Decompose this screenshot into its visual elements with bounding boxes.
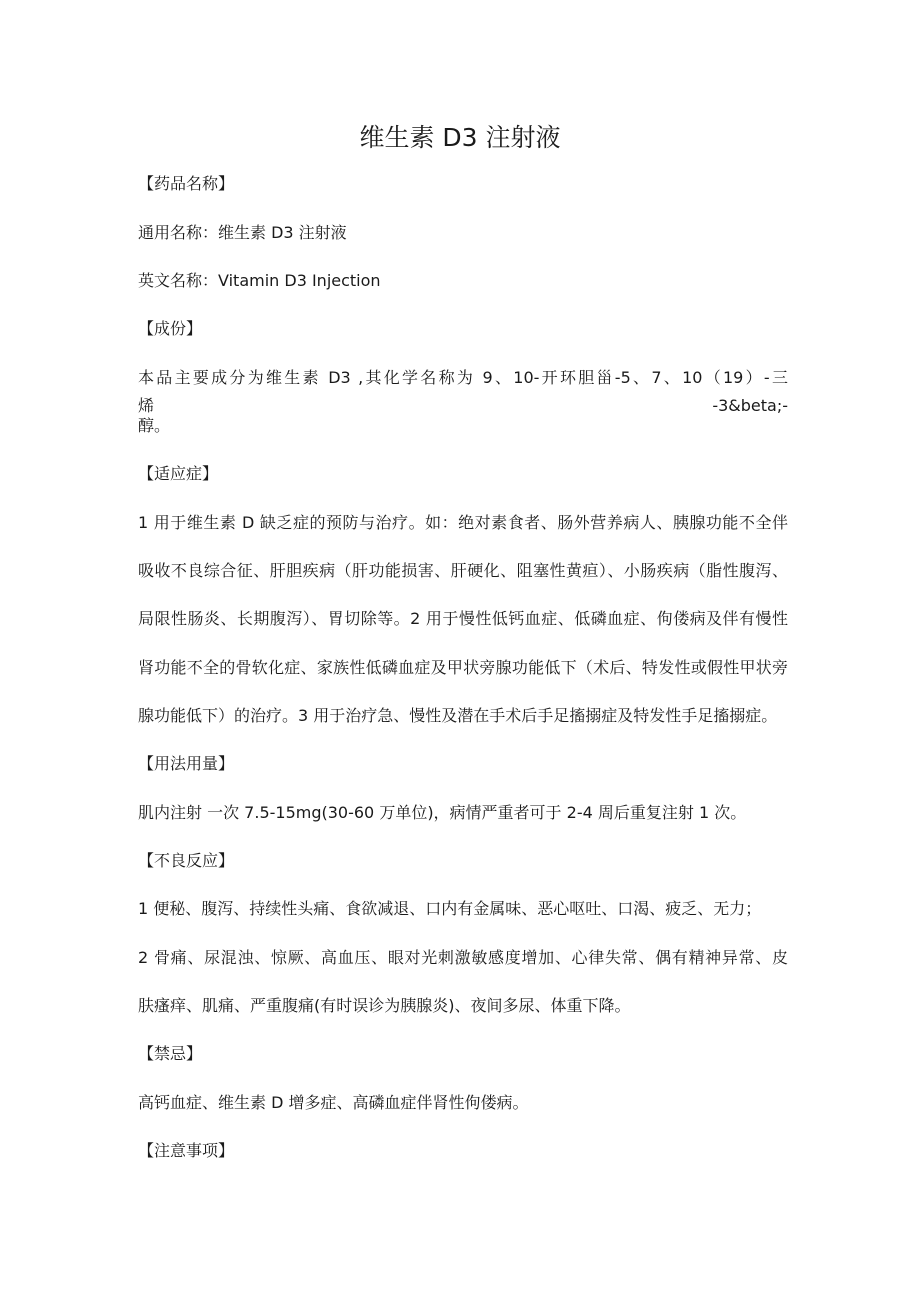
adverse-reactions-line: 2 骨痛、尿混浊、惊厥、高血压、眼对光刺激敏感度增加、心律失常、偶有精神异常、皮 [138,948,788,967]
indications-line: 吸收不良综合征、肝胆疾病（肝功能损害、肝硬化、阻塞性黄疸）、小肠疾病（脂性腹泻、 [138,561,788,580]
section-heading-precautions: 【注意事项】 [138,1141,235,1160]
composition-line: 本品主要成分为维生素 D3 ,其化学名称为 9、10-开环胆甾-5、7、10（19）-三烯-3&beta;- [138,368,788,415]
indications-line: 肾功能不全的骨软化症、家族性低磷血症及甲状旁腺功能低下（术后、特发性或假性甲状旁 [138,658,788,677]
adverse-reactions-line: 肤瘙痒、肌痛、严重腹痛(有时误诊为胰腺炎)、夜间多尿、体重下降。 [138,996,631,1015]
composition-line: 醇。 [138,416,171,435]
generic-name-text: 通用名称：维生素 D3 注射液 [138,223,347,242]
section-heading-contraindications: 【禁忌】 [138,1044,203,1063]
adverse-reactions-line: 1 便秘、腹泻、持续性头痛、食欲减退、口内有金属味、恶心呕吐、口渴、疲乏、无力； [138,899,762,918]
indications-line: 腺功能低下）的治疗。3 用于治疗急、慢性及潜在手术后手足搐搦症及特发性手足搐搦症。 [138,706,778,725]
indications-line: 局限性肠炎、长期腹泻）、胃切除等。2 用于慢性低钙血症、低磷血症、佝偻病及伴有慢性 [138,609,788,628]
section-heading-dosage: 【用法用量】 [138,754,235,773]
indications-line: 1 用于维生素 D 缺乏症的预防与治疗。如：绝对素食者、肠外营养病人、胰腺功能不全伴 [138,513,788,532]
document-title: 维生素 D3 注射液 [359,123,561,152]
english-name-text: 英文名称：Vitamin D3 Injection [138,271,381,290]
section-heading-adverse-reactions: 【不良反应】 [138,851,235,870]
section-heading-indications: 【适应症】 [138,464,219,483]
contraindications-text: 高钙血症、维生素 D 增多症、高磷血症伴肾性佝偻病。 [138,1093,529,1112]
section-heading-drug-name: 【药品名称】 [138,174,235,193]
section-heading-composition: 【成份】 [138,319,203,338]
dosage-text: 肌内注射 一次 7.5-15mg(30-60 万单位)，病情严重者可于 2-4 周后重复注射 1 次。 [138,803,747,822]
